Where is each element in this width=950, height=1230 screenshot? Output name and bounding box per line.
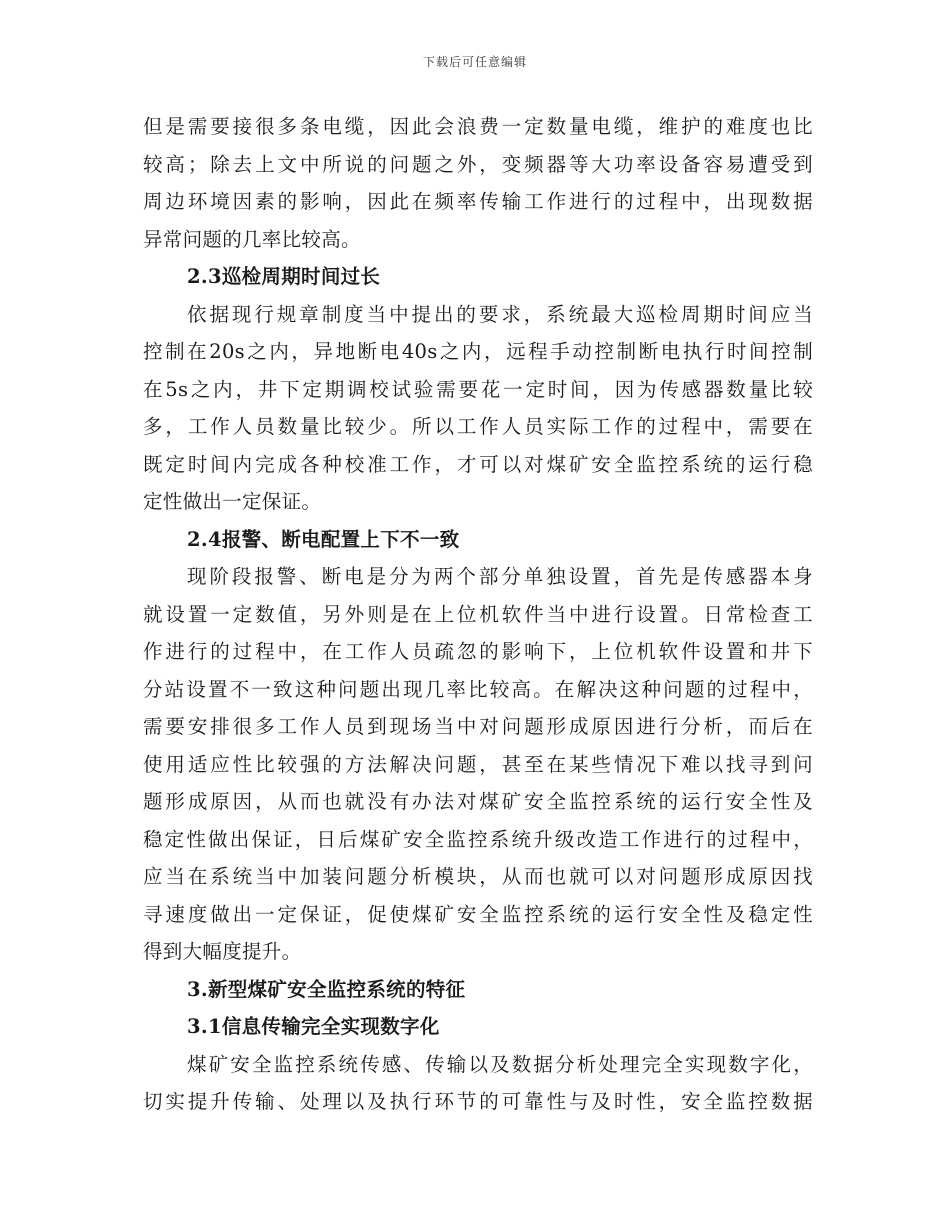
- text-line: 题形成原因，从而也就没有办法对煤矿安全监控系统的运行安全性及: [143, 790, 813, 813]
- text-line: 煤矿安全监控系统传感、传输以及数据分析处理完全实现数字化，: [187, 1052, 813, 1076]
- text-line: 切实提升传输、处理以及执行环节的可靠性与及时性，安全监控数据: [143, 1090, 813, 1113]
- text-line: 就设置一定数值，另外则是在上位机软件当中进行设置。日常检查工: [143, 602, 813, 626]
- text-line: 作进行的过程中，在工作人员疏忽的影响下，上位机软件设置和井下: [143, 640, 813, 663]
- text-line: 得到大幅度提升。: [143, 940, 302, 963]
- text-line: 多，工作人员数量比较少。所以工作人员实际工作的过程中，需要在: [143, 415, 813, 438]
- text-line: 依据现行规章制度当中提出的要求，系统最大巡检周期时间应当: [187, 302, 813, 326]
- text-line: 应当在系统当中加装问题分析模块，从而也就可以对问题形成原因找: [143, 865, 813, 888]
- section-heading-3-1: 3.1信息传输完全实现数字化: [187, 1015, 440, 1038]
- text-line: 较高；除去上文中所说的问题之外，变频器等大功率设备容易遭受到: [143, 152, 813, 176]
- text-line: 在5s之内，井下定期调校试验需要花一定时间，因为传感器数量比较: [143, 377, 813, 401]
- section-heading-3: 3.新型煤矿安全监控系统的特征: [187, 977, 466, 1001]
- text-line: 周边环境因素的影响，因此在频率传输工作进行的过程中，出现数据: [143, 190, 813, 213]
- text-line: 异常问题的几率比较高。: [143, 227, 361, 251]
- text-line: 既定时间内完成各种校准工作，才可以对煤矿安全监控系统的运行稳: [143, 452, 813, 476]
- text-line: 稳定性做出保证，日后煤矿安全监控系统升级改造工作进行的过程中，: [143, 827, 813, 851]
- section-heading-2-4: 2.4报警、断电配置上下不一致: [187, 527, 460, 551]
- section-heading-2-3: 2.3巡检周期时间过长: [187, 265, 381, 288]
- text-line: 定性做出一定保证。: [143, 490, 322, 513]
- document-body: [143, 108, 813, 1121]
- text-line: 现阶段报警、断电是分为两个部分单独设置，首先是传感器本身: [187, 565, 813, 588]
- text-line: 控制在20s之内，异地断电40s之内，远程手动控制断电执行时间控制: [143, 340, 813, 363]
- text-line: 需要安排很多工作人员到现场当中对问题形成原因进行分析，而后在: [143, 715, 813, 738]
- text-line: 使用适应性比较强的方法解决问题，甚至在某些情况下难以找寻到问: [143, 752, 813, 776]
- text-line: 但是需要接很多条电缆，因此会浪费一定数量电缆，维护的难度也比: [143, 115, 813, 138]
- text-line: 寻速度做出一定保证，促使煤矿安全监控系统的运行安全性及稳定性: [143, 902, 813, 926]
- page-header: 下载后可任意编辑: [422, 55, 527, 69]
- text-line: 分站设置不一致这种问题出现几率比较高。在解决这种问题的过程中，: [143, 677, 813, 701]
